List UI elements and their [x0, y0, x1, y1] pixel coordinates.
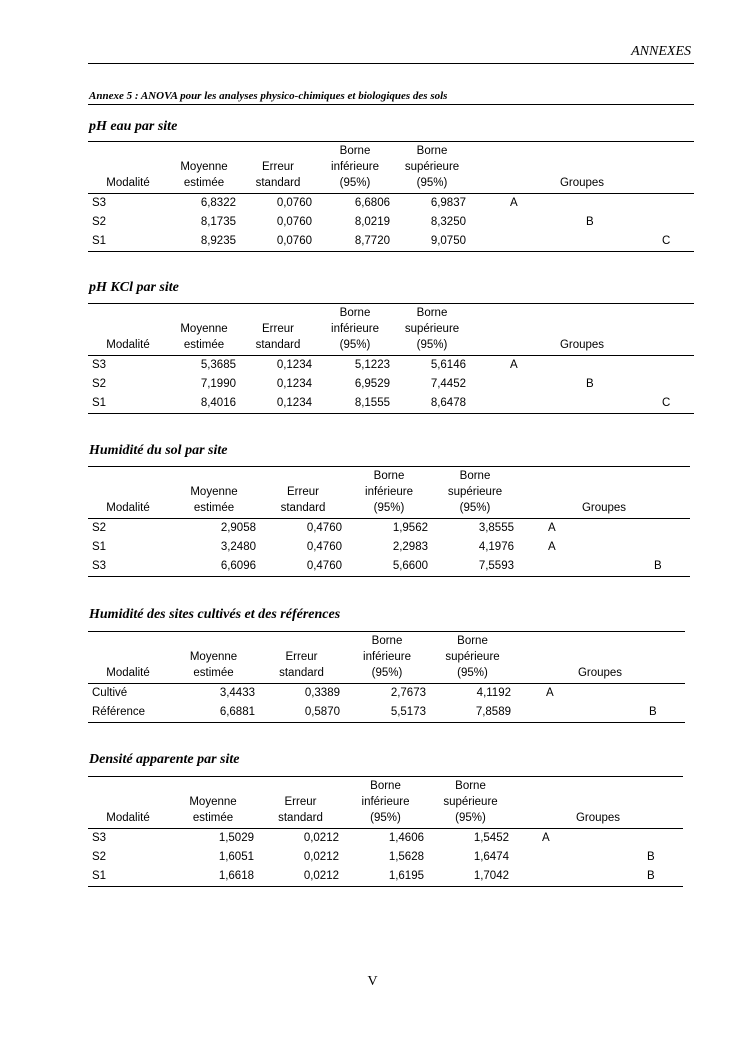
table-row — [88, 703, 685, 723]
cell-borne-sup: 7,8589 — [475, 706, 511, 718]
cell-groupe-c: C — [662, 235, 671, 247]
table-row — [88, 867, 683, 887]
cell-borne-inf: 8,7720 — [354, 235, 390, 247]
cell-erreur: 0,1234 — [276, 359, 312, 371]
col-moyenne: Moyenne estimée — [189, 796, 237, 824]
col-borne-inf: Borne inférieure (95%) — [331, 145, 379, 189]
cell-erreur: 0,0760 — [276, 235, 312, 247]
cell-borne-inf: 6,6806 — [354, 197, 390, 209]
cell-groupe-a: A — [510, 197, 518, 209]
cell-groupe-c — [622, 356, 694, 376]
cell-groupe-a — [470, 394, 546, 414]
cell-borne-inf: 1,5628 — [388, 851, 424, 863]
page-number: V — [367, 974, 378, 989]
cell-erreur: 0,4760 — [306, 541, 342, 553]
cell-groupe-a: A — [542, 832, 550, 844]
cell-groupe-a — [470, 213, 546, 232]
cell-modalite: S2 — [92, 216, 107, 228]
cell-groupe-b: B — [649, 706, 657, 718]
cell-groupe-b: B — [586, 378, 594, 390]
table-header-row — [88, 467, 690, 519]
table-header-row — [88, 142, 694, 194]
col-moyenne: Moyenne estimée — [189, 651, 238, 679]
cell-borne-sup: 6,9837 — [430, 197, 466, 209]
col-erreur: Erreur standard — [278, 796, 323, 824]
cell-groupe-b: B — [586, 216, 594, 228]
cell-groupe-a: A — [548, 522, 556, 534]
table-row — [88, 194, 694, 214]
section-title-ph-kcl: pH KCl par site — [89, 280, 179, 295]
cell-modalite: S2 — [92, 378, 107, 390]
cell-borne-sup: 1,6474 — [473, 851, 509, 863]
cell-groupe-b — [605, 684, 685, 704]
anova-table-humidite-cultives — [88, 631, 685, 723]
cell-erreur: 0,0760 — [276, 197, 312, 209]
cell-groupe-b — [608, 519, 690, 539]
section-title-humidite-sol: Humidité du sol par site — [89, 443, 228, 458]
cell-borne-inf: 1,4606 — [388, 832, 424, 844]
table-row — [88, 538, 690, 557]
col-borne-inf: Borne inférieure (95%) — [361, 780, 410, 824]
cell-moyenne: 1,6051 — [218, 851, 254, 863]
cell-borne-inf: 5,6600 — [392, 560, 428, 572]
cell-modalite: S2 — [92, 851, 107, 863]
cell-groupe-b — [546, 394, 622, 414]
cell-erreur: 0,3389 — [304, 687, 340, 699]
cell-groupe-a: A — [548, 541, 556, 553]
col-moyenne: Moyenne estimée — [180, 161, 228, 189]
col-moyenne: Moyenne estimée — [180, 323, 228, 351]
cell-borne-inf: 2,7673 — [390, 687, 426, 699]
table-row — [88, 213, 694, 232]
col-groupes: Groupes — [577, 667, 623, 679]
table-row — [88, 232, 694, 252]
table-row — [88, 356, 694, 376]
cell-borne-sup: 5,6146 — [430, 359, 466, 371]
col-groupes: Groupes — [559, 339, 605, 351]
cell-moyenne: 7,1990 — [200, 378, 236, 390]
cell-borne-inf: 8,1555 — [354, 397, 390, 409]
cell-groupe-b — [546, 356, 622, 376]
cell-erreur: 0,0212 — [303, 832, 339, 844]
table-header-row — [88, 632, 685, 684]
col-erreur: Erreur standard — [279, 651, 324, 679]
col-groupes: Groupes — [581, 502, 627, 514]
col-borne-sup: Borne supérieure (95%) — [404, 307, 460, 351]
cell-erreur: 0,4760 — [306, 522, 342, 534]
cell-modalite: S2 — [92, 522, 107, 534]
cell-groupe-a — [513, 867, 603, 887]
cell-groupe-a: A — [546, 687, 554, 699]
cell-groupe-b — [546, 232, 622, 252]
col-moyenne: Moyenne estimée — [190, 486, 238, 514]
cell-modalite: S3 — [92, 832, 107, 844]
col-modalite: Modalité — [106, 502, 150, 514]
col-borne-inf: Borne inférieure (95%) — [331, 307, 379, 351]
cell-moyenne: 6,8322 — [200, 197, 236, 209]
table-header-row — [88, 777, 683, 829]
col-modalite: Modalité — [106, 812, 150, 824]
table-row — [88, 557, 690, 577]
annex-rule — [88, 104, 694, 105]
cell-borne-inf: 5,1223 — [354, 359, 390, 371]
col-groupes: Groupes — [559, 177, 605, 189]
cell-groupe-a: A — [510, 359, 518, 371]
col-modalite: Modalité — [106, 667, 150, 679]
running-header: ANNEXES — [631, 44, 691, 59]
cell-moyenne: 8,9235 — [200, 235, 236, 247]
cell-moyenne: 2,9058 — [220, 522, 256, 534]
cell-erreur: 0,5870 — [304, 706, 340, 718]
cell-borne-sup: 1,5452 — [473, 832, 509, 844]
cell-modalite: Cultivé — [92, 687, 128, 699]
col-modalite: Modalité — [106, 177, 150, 189]
cell-groupe-b: B — [647, 851, 655, 863]
col-borne-sup: Borne supérieure (95%) — [445, 635, 500, 679]
cell-moyenne: 3,4433 — [219, 687, 255, 699]
cell-groupe-c — [622, 213, 694, 232]
table-row — [88, 375, 694, 394]
cell-borne-sup: 3,8555 — [478, 522, 514, 534]
header-rule — [88, 63, 694, 64]
cell-modalite: S3 — [92, 359, 107, 371]
cell-erreur: 0,0212 — [303, 851, 339, 863]
table-row — [88, 848, 683, 867]
cell-erreur: 0,0760 — [276, 216, 312, 228]
cell-modalite: S1 — [92, 397, 107, 409]
cell-groupe-a — [470, 375, 546, 394]
cell-borne-inf: 1,9562 — [392, 522, 428, 534]
table-row — [88, 684, 685, 704]
col-borne-inf: Borne inférieure (95%) — [365, 470, 413, 514]
cell-erreur: 0,0212 — [303, 870, 339, 882]
table-row — [88, 394, 694, 414]
cell-modalite: S1 — [92, 541, 107, 553]
cell-borne-inf: 1,6195 — [388, 870, 424, 882]
cell-groupe-b: B — [647, 870, 655, 882]
cell-groupe-c: C — [662, 397, 671, 409]
anova-table-ph-eau — [88, 141, 694, 252]
cell-modalite: S3 — [92, 197, 107, 209]
cell-modalite: S3 — [92, 560, 107, 572]
cell-groupe-a — [515, 703, 605, 723]
cell-groupe-b — [603, 829, 683, 849]
cell-modalite: S1 — [92, 870, 107, 882]
cell-borne-inf: 8,0219 — [354, 216, 390, 228]
section-title-densite: Densité apparente par site — [89, 752, 240, 767]
cell-borne-sup: 8,6478 — [430, 397, 466, 409]
cell-groupe-b: B — [654, 560, 662, 572]
cell-borne-sup: 8,3250 — [430, 216, 466, 228]
cell-borne-sup: 9,0750 — [430, 235, 466, 247]
cell-groupe-a — [470, 232, 546, 252]
cell-groupe-a — [513, 848, 603, 867]
cell-moyenne: 6,6881 — [219, 706, 255, 718]
col-borne-sup: Borne supérieure (95%) — [443, 780, 498, 824]
cell-borne-sup: 4,1976 — [478, 541, 514, 553]
table-header-row — [88, 304, 694, 356]
section-title-ph-eau: pH eau par site — [89, 119, 178, 134]
annex-title: Annexe 5 : ANOVA pour les analyses physico-chimiques et biologiques des sols — [89, 90, 448, 102]
cell-modalite: Référence — [92, 706, 146, 718]
cell-borne-inf: 2,2983 — [392, 541, 428, 553]
cell-erreur: 0,4760 — [306, 560, 342, 572]
cell-groupe-b — [546, 194, 622, 214]
col-erreur: Erreur standard — [255, 323, 301, 351]
cell-moyenne: 8,1735 — [200, 216, 236, 228]
cell-borne-sup: 7,4452 — [430, 378, 466, 390]
section-title-humidite-cultives: Humidité des sites cultivés et des références — [89, 607, 341, 622]
table-row — [88, 829, 683, 849]
cell-moyenne: 1,6618 — [218, 870, 254, 882]
anova-table-humidite-sol — [88, 466, 690, 577]
cell-groupe-b — [608, 538, 690, 557]
cell-moyenne: 5,3685 — [200, 359, 236, 371]
cell-borne-inf: 5,5173 — [390, 706, 426, 718]
anova-table-ph-kcl — [88, 303, 694, 414]
col-borne-sup: Borne supérieure (95%) — [447, 470, 503, 514]
col-groupes: Groupes — [575, 812, 621, 824]
cell-borne-sup: 4,1192 — [476, 687, 511, 699]
cell-moyenne: 3,2480 — [220, 541, 256, 553]
cell-groupe-a — [518, 557, 608, 577]
col-borne-inf: Borne inférieure (95%) — [363, 635, 411, 679]
anova-table-densite — [88, 776, 683, 887]
col-erreur: Erreur standard — [255, 161, 301, 189]
col-erreur: Erreur standard — [280, 486, 326, 514]
cell-moyenne: 6,6096 — [220, 560, 256, 572]
col-borne-sup: Borne supérieure (95%) — [404, 145, 460, 189]
cell-borne-sup: 1,7042 — [473, 870, 509, 882]
cell-moyenne: 1,5029 — [218, 832, 254, 844]
cell-borne-inf: 6,9529 — [354, 378, 390, 390]
cell-groupe-c — [622, 375, 694, 394]
table-row — [88, 519, 690, 539]
cell-borne-sup: 7,5593 — [478, 560, 514, 572]
cell-erreur: 0,1234 — [276, 378, 312, 390]
cell-moyenne: 8,4016 — [200, 397, 236, 409]
col-modalite: Modalité — [106, 339, 150, 351]
cell-erreur: 0,1234 — [276, 397, 312, 409]
cell-modalite: S1 — [92, 235, 107, 247]
cell-groupe-c — [622, 194, 694, 214]
